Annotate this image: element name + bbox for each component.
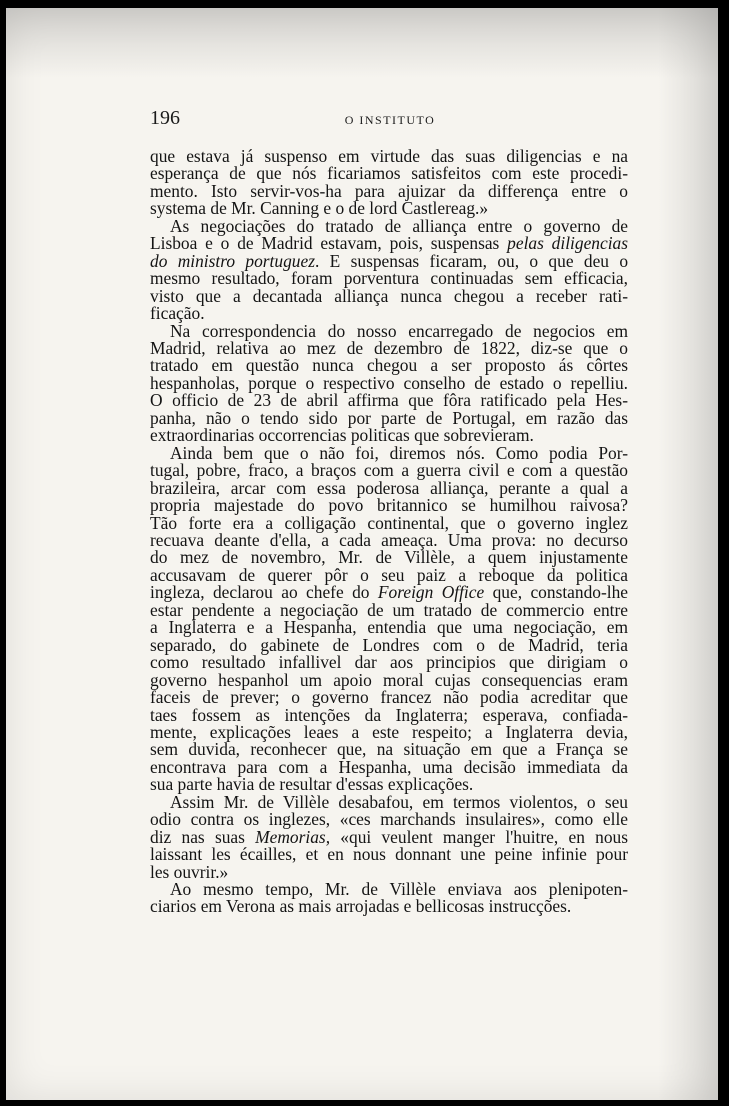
text-run: . E suspensas ficaram, ou, o que deu o bbox=[314, 250, 629, 271]
text-run: que, constando-lhe bbox=[484, 582, 629, 603]
italic-text-run: Foreign Office bbox=[377, 582, 485, 603]
text-run: As negociações do tratado de alliança entre o governo de bbox=[170, 215, 628, 236]
text-run: sem duvida, reconhecer que, na situação em que a França se bbox=[150, 739, 628, 760]
page-shading-top bbox=[6, 8, 718, 78]
text-run: ficação. bbox=[150, 303, 205, 324]
text-line bbox=[150, 898, 628, 915]
text-run: governo hespanhol um apoio moral cujas consequencias eram bbox=[150, 669, 628, 690]
text-run: como resultado infallivel dar aos principios que dirigiam o bbox=[150, 652, 628, 673]
text-run: que estava já suspenso em virtude das suas diligencias e na bbox=[150, 146, 628, 166]
paragraph bbox=[150, 881, 628, 916]
paragraph bbox=[150, 320, 628, 446]
text-run: diz nas suas bbox=[150, 826, 256, 847]
text-run: faceis de prever; o governo francez não podia acreditar que bbox=[150, 687, 628, 708]
text-run: Madrid, relativa ao mez de dezembro de 1822, diz-se que o bbox=[150, 337, 628, 358]
text-run: O officio de 23 de abril affirma que fôra ratificado pela Hes- bbox=[150, 390, 628, 411]
text-run: odio contra os inglezes, «ces marchands insulaires», como elle bbox=[150, 809, 628, 830]
text-run: mesmo resultado, foram porventura continuadas sem efficacia, bbox=[150, 268, 628, 289]
text-run: Tão forte era a colligação continental, que o governo inglez bbox=[150, 512, 628, 533]
text-run: separado, do gabinete de Londres com o de Madrid, teria bbox=[150, 634, 628, 655]
text-run: visto que a decantada alliança nunca chegou a receber rati- bbox=[150, 285, 628, 306]
page-number: 196 bbox=[150, 107, 180, 129]
paragraph bbox=[150, 791, 629, 882]
text-run: encontrava para com a Hespanha, uma decisão immediata da bbox=[150, 756, 628, 777]
paragraph bbox=[150, 148, 628, 218]
body-text bbox=[150, 148, 628, 916]
text-run: extraordinarias occorrencias politicas que sobrevieram. bbox=[150, 425, 534, 446]
text-run: Ainda bem que o não foi, diremos nós. Como podia Por- bbox=[170, 442, 628, 463]
text-run: accusavam de querer pôr o seu paiz a reboque da politica bbox=[150, 564, 628, 585]
text-run: mente, explicações leaes a este respeito; a Inglaterra devia, bbox=[150, 721, 628, 742]
text-run: ingleza, declarou ao chefe do bbox=[150, 582, 378, 603]
text-run: esperança de que nós ficariamos satisfeitos com este procedi- bbox=[150, 163, 628, 184]
text-run: estar pendente a negociação de um tratado de commercio entre bbox=[150, 599, 628, 620]
text-run: taes fossem as intenções da Inglaterra; esperava, confiada- bbox=[150, 704, 628, 725]
text-line bbox=[150, 285, 628, 306]
paragraph bbox=[150, 442, 629, 795]
text-run: laissant les écailles, et en nous donnant une peine infinie pour bbox=[150, 844, 628, 865]
text-run: hespanholas, porque o respectivo conselho de estado o repelliu. bbox=[150, 372, 628, 393]
text-run: ciarios em Verona as mais arrojadas e bellicosas instrucções. bbox=[150, 896, 572, 917]
text-run: mento. Isto servir-vos-ha para ajuizar da differença entre o bbox=[150, 180, 628, 201]
page-header bbox=[150, 107, 630, 135]
text-run: brazileira, arcar com essa poderosa alliança, perante a qual a bbox=[150, 477, 628, 498]
text-run: panha, não o tendo sido por parte de Portugal, em razão das bbox=[150, 407, 628, 428]
text-run: tratado em questão nunca chegou a ser proposto ás côrtes bbox=[150, 355, 628, 376]
text-run: «qui veulent manger l'huitre, en nous bbox=[330, 826, 629, 847]
italic-text-run: pelas diligencias bbox=[507, 233, 628, 254]
paragraph bbox=[150, 215, 629, 324]
text-run: les ouvrir.» bbox=[150, 861, 229, 882]
text-run: Lisboa e o de Madrid estavam, pois, suspensas bbox=[150, 233, 508, 254]
text-run: a Inglaterra e a Hespanha, entendia que uma negociação, em bbox=[150, 617, 628, 638]
text-run: systema de Mr. Canning e o de lord Castlereag.» bbox=[150, 198, 489, 219]
text-run: do mez de novembro, Mr. de Villèle, a quem injustamente bbox=[150, 547, 628, 568]
text-run: Na correspondencia do nosso encarregado de negocios em bbox=[170, 320, 628, 341]
text-run: Ao mesmo tempo, Mr. de Villèle enviava aos plenipoten- bbox=[170, 879, 628, 900]
page-shading-right bbox=[658, 8, 718, 1100]
text-run: recuava deante d'ella, a cada ameaça. Uma prova: no decurso bbox=[150, 529, 628, 550]
text-run: sua parte havia de resultar d'essas explicações. bbox=[150, 774, 474, 795]
running-title: O INSTITUTO bbox=[344, 113, 436, 127]
italic-text-run: Memorias, bbox=[255, 826, 331, 847]
italic-text-run: do ministro portuguez bbox=[150, 250, 315, 271]
text-run: tugal, pobre, fraco, a braços com a guerra civil e com a questão bbox=[150, 460, 628, 481]
text-run: Assim Mr. de Villèle desabafou, em termos violentos, o seu bbox=[170, 791, 628, 812]
text-run: propria majestade do povo britannico se humilhou raivosa? bbox=[150, 495, 628, 516]
